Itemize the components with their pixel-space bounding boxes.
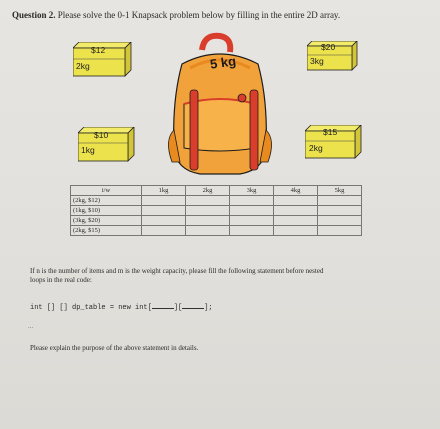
code-statement: [30, 304, 213, 312]
table-cell[interactable]: [142, 206, 186, 216]
dp-table: [70, 185, 362, 236]
instruction-line-1: If n is the number of items and m is the weight capacity, please fill the following statement before nested: [30, 267, 324, 275]
explain-prompt: Please explain the purpose of the above statement in details.: [30, 344, 199, 352]
code-prefix: int [] [] dp_table = new int[: [30, 304, 152, 312]
table-cell[interactable]: [318, 216, 362, 226]
table-cell[interactable]: [318, 196, 362, 206]
code-suffix: ];: [204, 304, 213, 312]
question-header: [12, 10, 340, 20]
table-cell[interactable]: [230, 206, 274, 216]
item-box-4: [305, 125, 363, 159]
question-number: Question 2.: [12, 10, 56, 20]
ellipsis: ...: [28, 322, 34, 330]
column-header: 4kg: [274, 186, 318, 196]
question-text: Please solve the 0-1 Knapsack problem below by filling in the entire 2D array.: [57, 10, 341, 20]
item-weight: 1kg: [81, 145, 95, 155]
backpack-icon: [160, 30, 280, 180]
item-price: $15: [323, 127, 338, 137]
table-cell[interactable]: [186, 206, 230, 216]
table-header-row: [71, 186, 362, 196]
table-cell[interactable]: [142, 216, 186, 226]
row-header: (2kg, $12): [71, 196, 142, 206]
item-box-1: [73, 42, 135, 78]
table-cell[interactable]: [318, 226, 362, 236]
instruction-line-2: loops in the real code:: [30, 276, 92, 284]
table-cell[interactable]: [274, 226, 318, 236]
table-cell[interactable]: [230, 226, 274, 236]
blank-n-input[interactable]: [152, 308, 174, 309]
table-cell[interactable]: [230, 196, 274, 206]
table-row: [71, 206, 362, 216]
item-box-3: [78, 127, 136, 163]
table-cell[interactable]: [274, 216, 318, 226]
table-corner-cell: i/w: [71, 186, 142, 196]
table-row: [71, 216, 362, 226]
table-cell[interactable]: [142, 226, 186, 236]
table-cell[interactable]: [274, 196, 318, 206]
table-cell[interactable]: [186, 216, 230, 226]
row-header: (1kg, $10): [71, 206, 142, 216]
table-cell[interactable]: [186, 196, 230, 206]
column-header: 5kg: [318, 186, 362, 196]
table-cell[interactable]: [318, 206, 362, 216]
row-header: (2kg, $15): [71, 226, 142, 236]
instruction-text: [30, 267, 323, 285]
table-row: [71, 226, 362, 236]
table-cell[interactable]: [274, 206, 318, 216]
blank-m-input[interactable]: [182, 308, 204, 309]
item-price: $10: [94, 130, 109, 140]
table-cell[interactable]: [142, 196, 186, 206]
item-price: $12: [91, 45, 106, 55]
table-cell[interactable]: [186, 226, 230, 236]
item-price: $20: [321, 42, 336, 52]
column-header: 1kg: [142, 186, 186, 196]
table-row: [71, 196, 362, 206]
item-weight: 2kg: [76, 61, 90, 71]
knapsack-capacity-label: 5 kg: [209, 53, 237, 72]
code-middle: ][: [173, 304, 183, 312]
item-box-2: [307, 41, 359, 71]
column-header: 3kg: [230, 186, 274, 196]
item-weight: 2kg: [309, 143, 323, 153]
column-header: 2kg: [186, 186, 230, 196]
table-cell[interactable]: [230, 216, 274, 226]
item-weight: 3kg: [310, 56, 324, 66]
row-header: (3kg, $20): [71, 216, 142, 226]
